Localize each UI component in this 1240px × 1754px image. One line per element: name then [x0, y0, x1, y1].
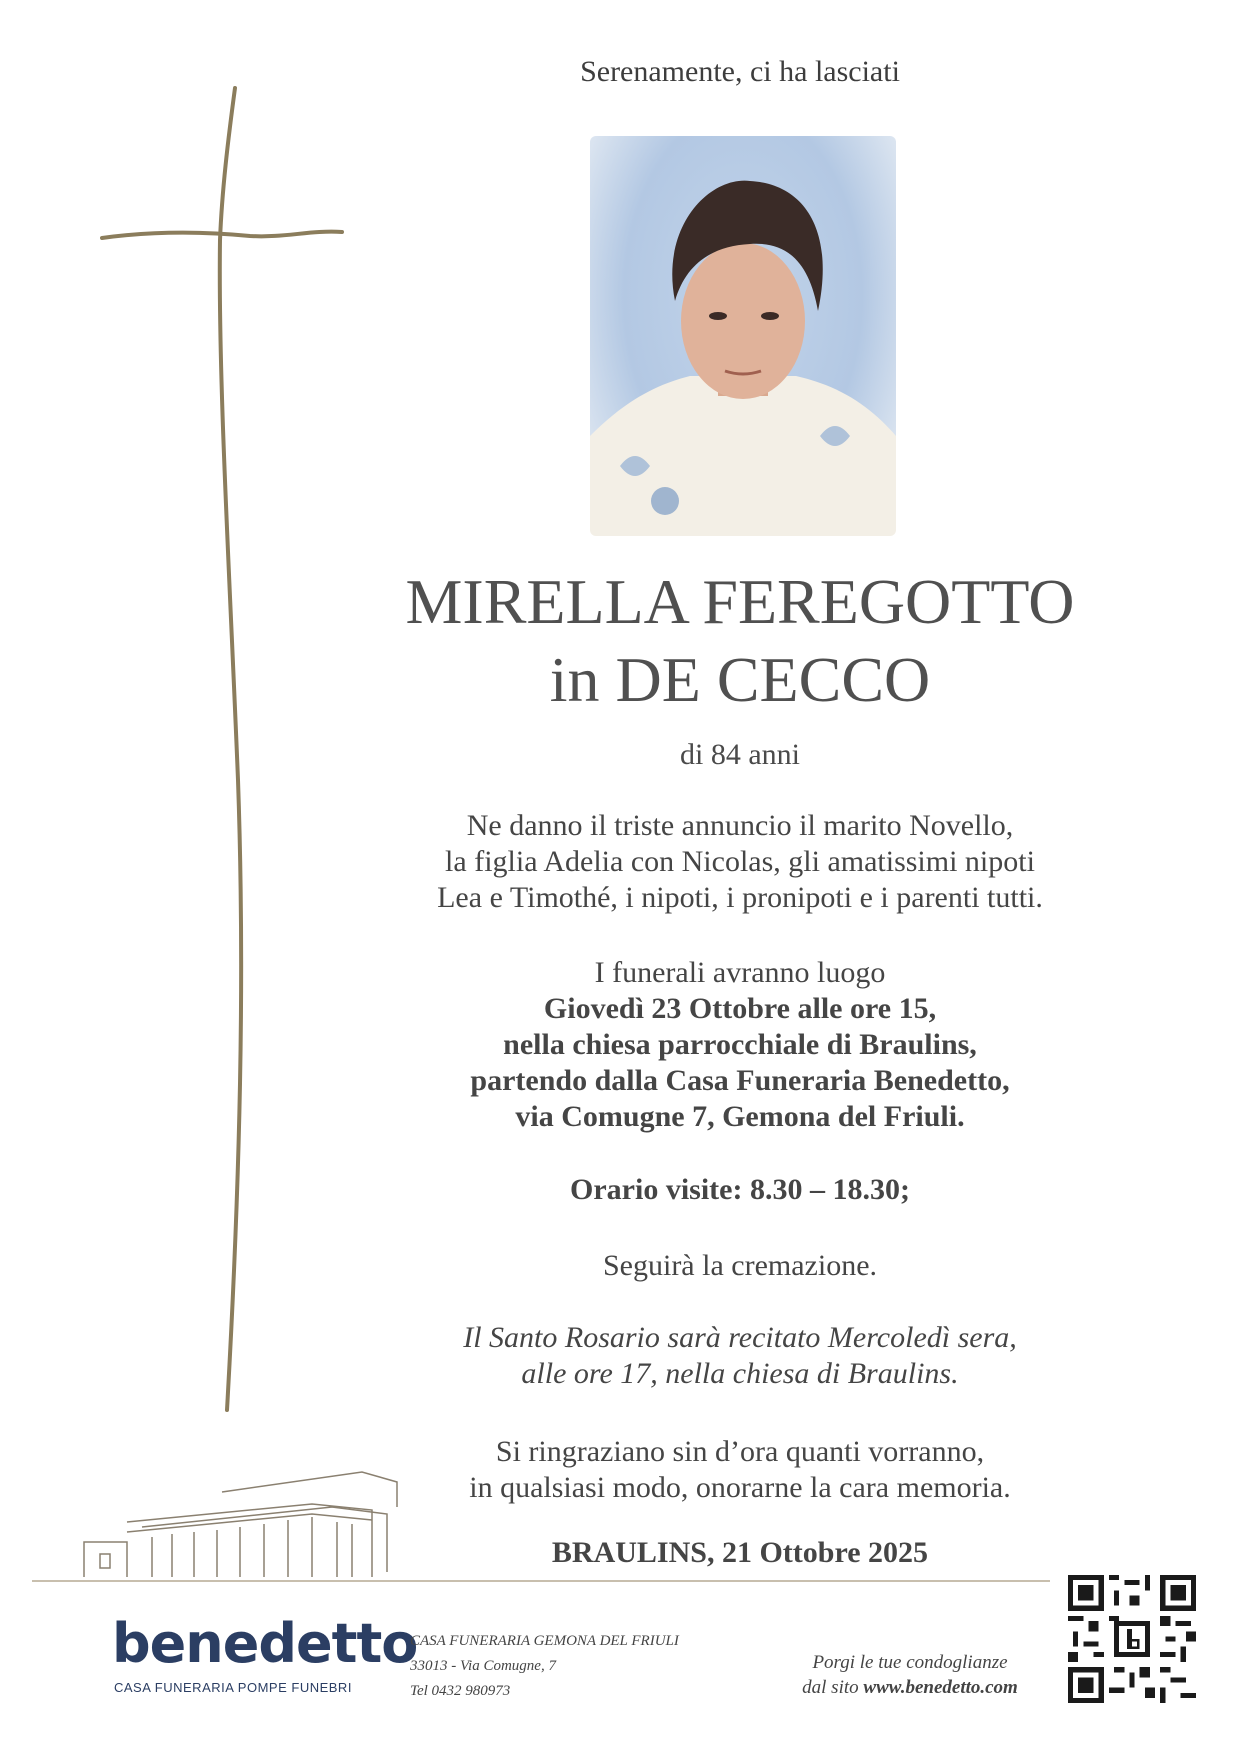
condolence-text: Porgi le tue condoglianze — [812, 1652, 1008, 1673]
benedetto-logo: benedetto — [112, 1612, 418, 1675]
thanks-line: in qualsiasi modo, onorarne la cara memoria. — [469, 1471, 1011, 1504]
intro-text: Serenamente, ci ha lasciati — [580, 55, 900, 88]
thanks-line: Si ringraziano sin d’ora quanti vorranno, — [495, 1435, 985, 1468]
qr-code-icon[interactable] — [1068, 1575, 1196, 1703]
funeral-detail-line: Giovedì 23 Ottobre alle ore 15, — [543, 992, 937, 1025]
funeral-detail-line: via Comugne 7, Gemona del Friuli. — [515, 1100, 965, 1133]
funeral-home-building-icon — [82, 1462, 402, 1582]
address-line: Tel 0432 980973 — [410, 1683, 511, 1699]
announcement-line: Ne danno il triste annuncio il marito Novello, — [466, 809, 1014, 842]
announcement-line: Lea e Timothé, i nipoti, i pronipoti e i parenti tutti. — [437, 881, 1043, 914]
funeral-details — [340, 991, 1140, 1135]
footer-divider — [32, 1580, 1050, 1582]
logo-subtitle: CASA FUNERARIA POMPE FUNEBRI — [114, 1680, 352, 1695]
funeral-intro: I funerali avranno luogo — [594, 956, 886, 989]
address-line: CASA FUNERARIA GEMONA DEL FRIULI — [410, 1633, 679, 1649]
place-date: BRAULINS, 21 Ottobre 2025 — [551, 1536, 929, 1569]
rosary-line: Il Santo Rosario sarà recitato Mercoledì sera, — [463, 1321, 1017, 1354]
announcement-line: la figlia Adelia con Nicolas, gli amatissimi nipoti — [445, 845, 1035, 878]
condolence-prefix: dal sito — [802, 1677, 864, 1698]
portrait-photo — [590, 136, 896, 536]
cross-icon — [80, 80, 360, 1420]
rosary-line: alle ore 17, nella chiesa di Braulins. — [521, 1357, 959, 1390]
cremation-note: Seguirà la cremazione. — [602, 1249, 878, 1282]
deceased-married-name: in DE CECCO — [549, 644, 931, 715]
deceased-name: MIRELLA FEREGOTTO — [405, 566, 1075, 637]
visiting-hours: Orario visite: 8.30 – 18.30; — [570, 1173, 910, 1206]
announcement-text — [340, 808, 1140, 916]
funeral-detail-line: partendo dalla Casa Funeraria Benedetto, — [470, 1064, 1010, 1097]
rosary-note — [340, 1320, 1140, 1392]
funeral-detail-line: nella chiesa parrocchiale di Braulins, — [503, 1028, 977, 1061]
address-line: 33013 - Via Comugne, 7 — [410, 1658, 556, 1674]
website-link[interactable]: www.benedetto.com — [863, 1677, 1018, 1698]
condolence-site-line — [760, 1677, 1060, 1699]
thanks-note — [340, 1434, 1140, 1506]
age-text: di 84 anni — [680, 738, 800, 771]
